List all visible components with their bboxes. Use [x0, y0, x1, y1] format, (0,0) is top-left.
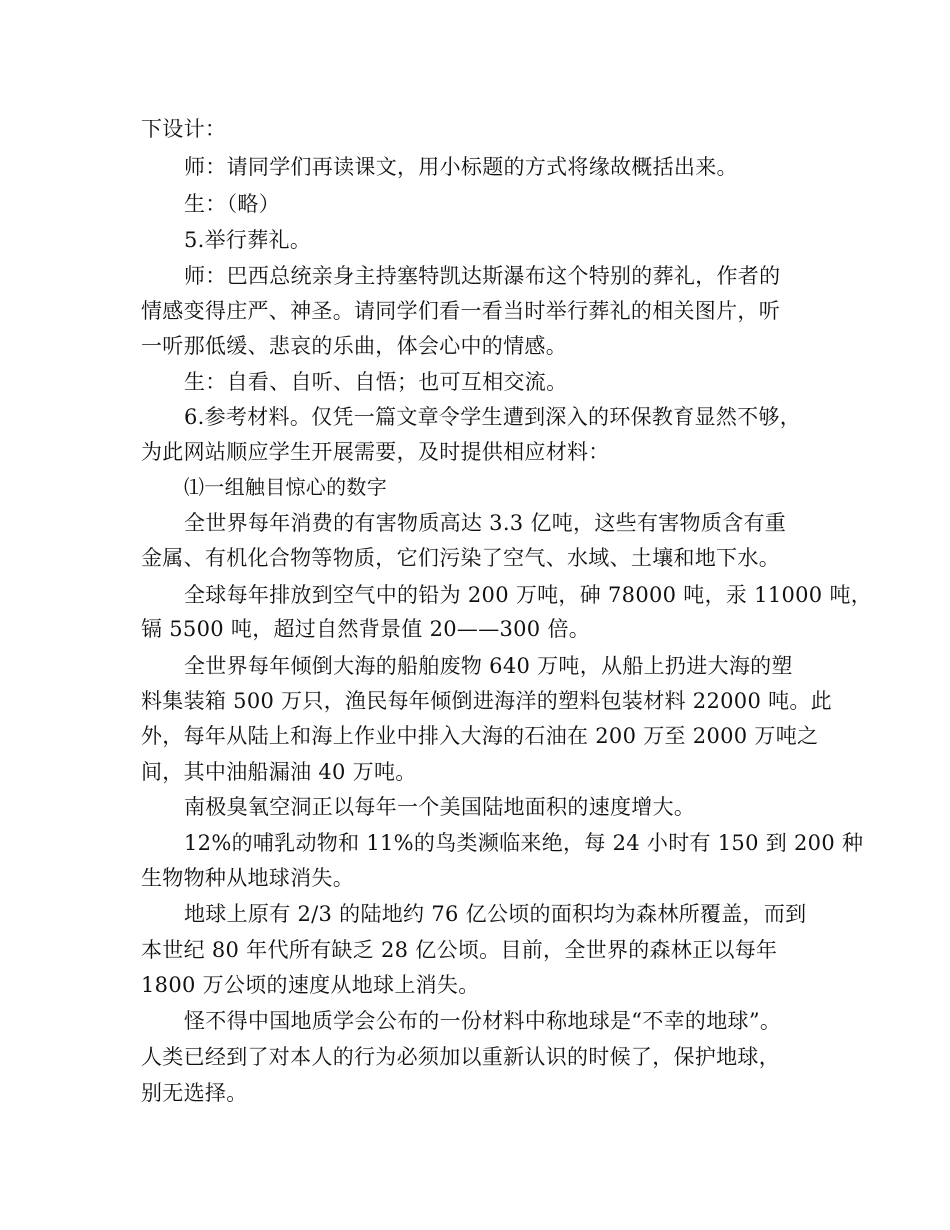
- text-line: 镉 5500 吨，超过自然背景值 20——300 倍。: [141, 617, 591, 641]
- text-line: 金属、有机化合物等物质，它们污染了空气、水域、土壤和地下水。: [141, 546, 780, 570]
- text-line: 本世纪 80 年代所有缺乏 28 亿公顷。目前，全世界的森林正以每年: [141, 938, 778, 962]
- section-heading: ⑴一组触目惊心的数字: [184, 475, 387, 499]
- text-line: 为此网站顺应学生开展需要，及时提供相应材料：: [141, 440, 610, 464]
- text-line: 间，其中油船漏油 40 万吨。: [141, 760, 417, 784]
- text-line: 师：巴西总统亲身主持塞特凯达斯瀑布这个特别的葬礼，作者的: [184, 264, 781, 288]
- text-line: 生：自看、自听、自悟；也可互相交流。: [184, 370, 568, 394]
- text-line: 外，每年从陆上和海上作业中排入大海的石油在 200 万至 2000 万吨之: [141, 724, 819, 748]
- text-line: 全世界每年倾倒大海的船舶废物 640 万吨，从船上扔进大海的塑: [184, 654, 793, 678]
- text-line: 生物物种从地球消失。: [141, 866, 354, 890]
- text-line: 师：请同学们再读课文，用小标题的方式将缘故概括出来。: [184, 155, 738, 179]
- text-line: 1800 万公顷的速度从地球上消失。: [141, 973, 480, 997]
- text-line: 情感变得庄严、神圣。请同学们看一看当时举行葬礼的相关图片，听: [141, 299, 780, 323]
- text-line: 下设计：: [141, 117, 227, 141]
- text-line: 12%的哺乳动物和 11%的鸟类濒临来绝，每 24 小时有 150 到 200 种: [184, 831, 864, 855]
- text-line: 生：（略）: [184, 192, 280, 216]
- text-line: 全球每年排放到空气中的铅为 200 万吨，砷 78000 吨，汞 11000 吨，: [184, 583, 873, 607]
- text-line: 全世界每年消费的有害物质高达 3.3 亿吨，这些有害物质含有重: [184, 511, 787, 535]
- text-line: 人类已经到了对本人的行为必须加以重新认识的时候了，保护地球，: [141, 1045, 780, 1069]
- text-line: 料集装箱 500 万只，渔民每年倾倒进海洋的塑料包装材料 22000 吨。此: [141, 689, 832, 713]
- text-line: 5.举行葬礼。: [184, 228, 312, 252]
- text-line: 6.参考材料。仅凭一篇文章令学生遭到深入的环保教育显然不够，: [184, 405, 802, 429]
- text-line: 别无选择。: [141, 1081, 248, 1105]
- text-line: 怪不得中国地质学会公布的一份材料中称地球是“不幸的地球”。: [184, 1009, 782, 1033]
- text-line: 一听那低缓、悲哀的乐曲，体会心中的情感。: [141, 334, 567, 358]
- text-line: 南极臭氧空洞正以每年一个美国陆地面积的速度增大。: [184, 795, 696, 819]
- text-line: 地球上原有 2/3 的陆地约 76 亿公顷的面积均为森林所覆盖，而到: [184, 902, 807, 926]
